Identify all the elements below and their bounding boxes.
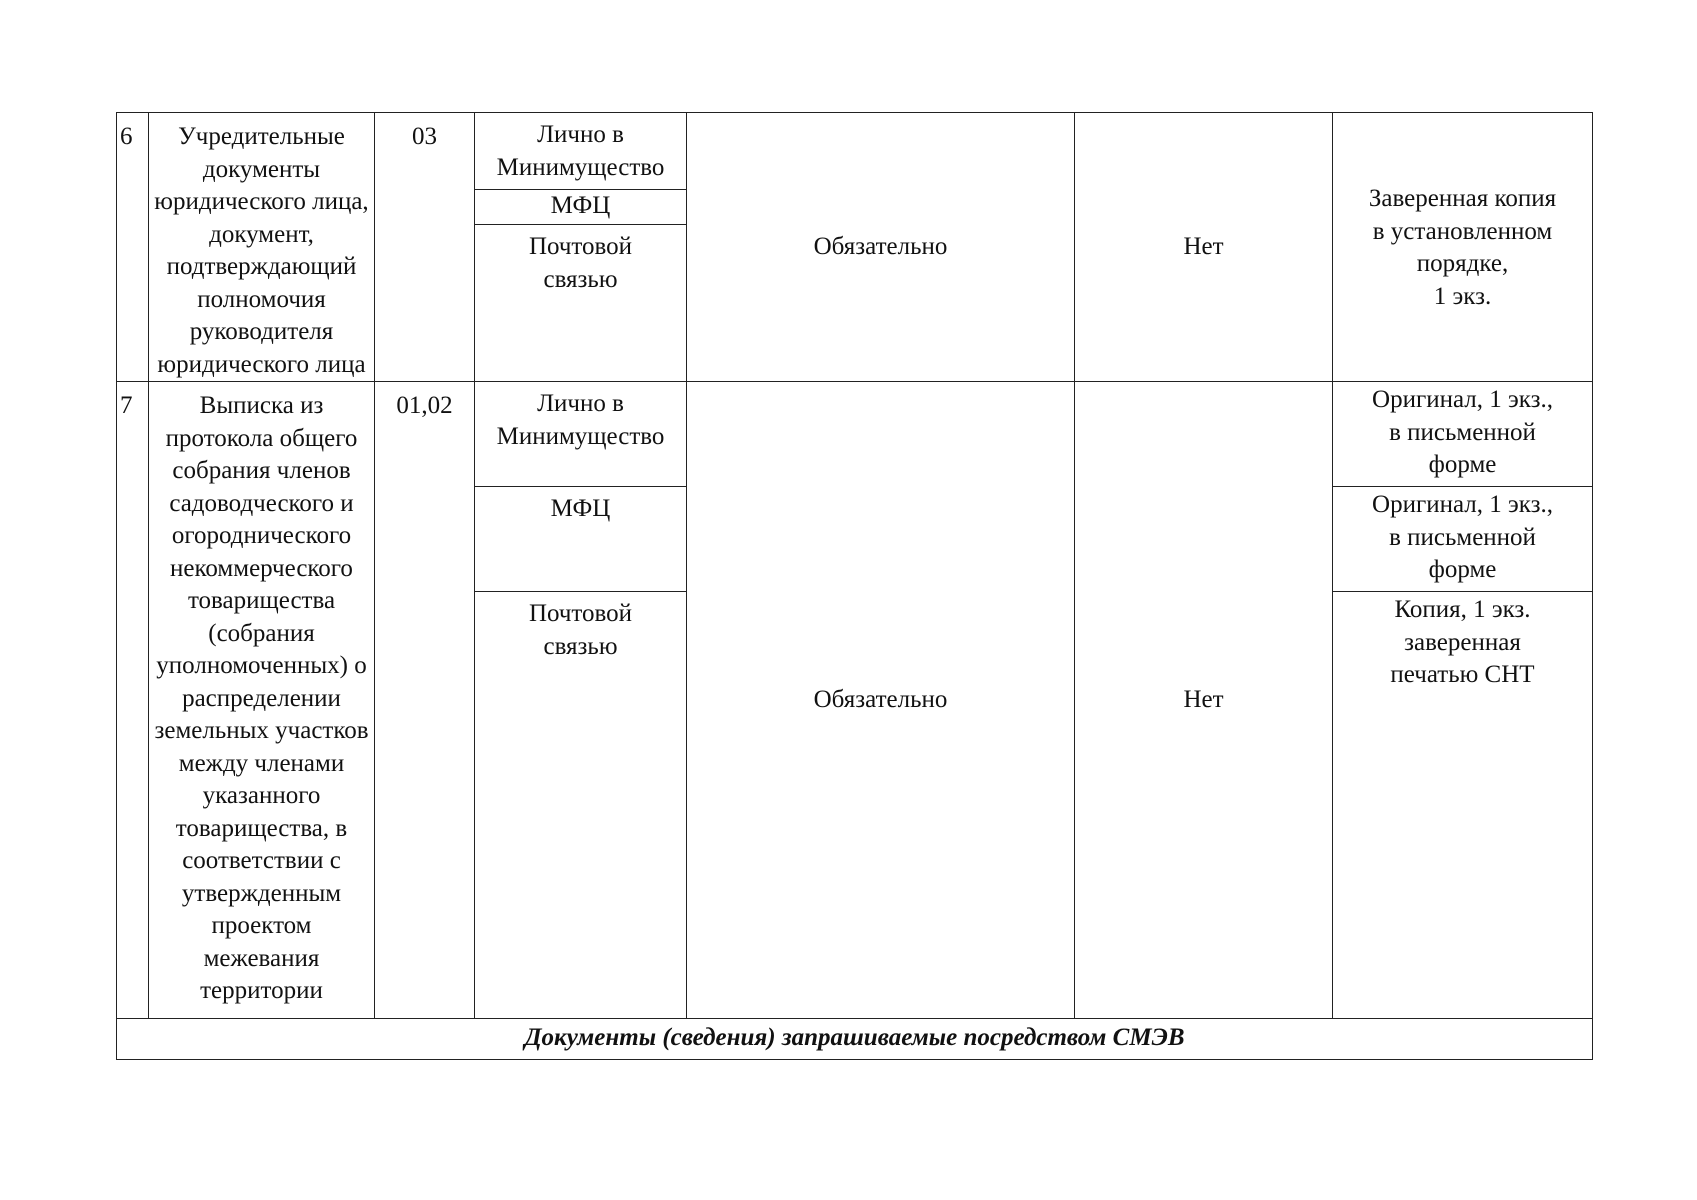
submission-method: МФЦ <box>475 487 687 592</box>
document-form: Оригинал, 1 экз., в письменной форме <box>1333 382 1593 487</box>
requirement-cell: Обязательно <box>687 382 1075 1019</box>
row-number: 6 <box>117 113 149 382</box>
document-name: Выписка из протокола общего собрания членов садоводческого и огороднического некоммерческого товарищества (собрания уполномоченных) о распределении земельных участков между членами указанного товарищества, в соответствии с утвержденным проектом межевания территории <box>149 382 375 1019</box>
submission-method: МФЦ <box>475 189 687 225</box>
submission-method: Лично в Минимущество <box>475 113 687 190</box>
requirement-cell: Обязательно <box>687 113 1075 382</box>
submission-method: Почтовой связью <box>475 225 687 382</box>
submission-method: Почтовой связью <box>475 592 687 1019</box>
document-form: Копия, 1 экз. заверенная печатью СНТ <box>1333 592 1593 1019</box>
row-number: 7 <box>117 382 149 1019</box>
document-name: Учредительные документы юридического лица, документ, подтверждающий полномочия руководителя юридического лица <box>149 113 375 382</box>
option-cell: Нет <box>1075 382 1333 1019</box>
section-title: Документы (сведения) запрашиваемые посредством СМЭВ <box>117 1019 1593 1060</box>
table-row-6 <box>117 113 1593 190</box>
option-cell: Нет <box>1075 113 1333 382</box>
document-form: Заверенная копия в установленном порядке, 1 экз. <box>1333 113 1593 382</box>
documents-table <box>116 112 1593 1060</box>
table-row-7 <box>117 382 1593 487</box>
section-header-row <box>117 1019 1593 1060</box>
applicant-code: 03 <box>375 113 475 382</box>
submission-method: Лично в Минимущество <box>475 382 687 487</box>
document-form: Оригинал, 1 экз., в письменной форме <box>1333 487 1593 592</box>
applicant-code: 01,02 <box>375 382 475 1019</box>
